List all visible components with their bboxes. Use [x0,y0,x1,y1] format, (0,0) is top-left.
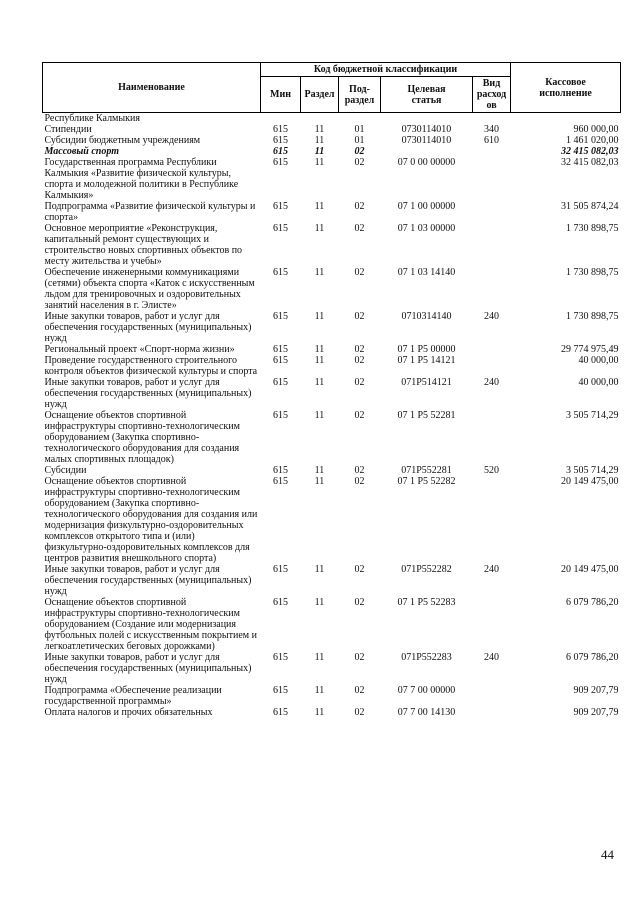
budget-table [42,62,621,718]
table-row [43,267,621,311]
cell-podrazdel: 02 [354,355,365,366]
cell-vid: 520 [484,465,500,476]
cell-razdel: 11 [314,124,325,135]
cell-min: 615 [273,465,288,476]
cell-vid: 340 [484,124,500,135]
cell-razdel: 11 [314,597,325,608]
cell-sum: 29 774 975,49 [561,344,619,355]
cell-min: 615 [273,344,288,355]
cell-name: Обеспечение инженерными коммуникациями (сетями) объекта спорта «Каток с искусственным льдом для тренировочных и оздоровительных занятий населения в г. Элисте» [44,267,255,311]
cell-name: Иные закупки товаров, работ и услуг для обеспечения государственных (муниципальных) нужд [44,652,252,685]
table-row [43,465,621,476]
cell-name: Государственная программа Республики Калмыкия «Развитие физической культуры, спорта и молодежной политики в Республике Калмыкия» [44,157,239,201]
cell-name: Основное мероприятие «Реконструкция, капитальный ремонт существующих и строительство новых спортивных объектов по месту жительства и учебы» [44,223,243,267]
cell-min: 615 [273,135,288,146]
table-row [43,564,621,597]
table-row [43,157,621,201]
table-row [43,597,621,652]
cell-podrazdel: 02 [354,564,365,575]
cell-min: 615 [273,201,288,212]
cell-sum: 40 000,00 [578,377,619,388]
cell-razdel: 11 [314,201,325,212]
cell-name: Оснащение объектов спортивной инфраструктуры спортивно-технологическим оборудованием (Создание или модернизация футбольных полей с искусственным покрытием и легкоатлетических беговых дорожками) [44,597,257,652]
cell-sum [511,113,621,125]
cell-podrazdel: 02 [354,476,365,487]
cell-name: Оснащение объектов спортивной инфраструктуры спортивно-технологическим оборудованием (Закупка спортивно-технологического оборудования для создания или модернизация физкультурно-оздоровительных комплексов открытого типа и (или) физкультурно-оздоровительных комплексов для центров развития внешкольного спорта) [44,476,258,564]
cell-sum: 31 505 874,24 [561,201,619,212]
cell-celevaya: 07 1 00 00000 [397,201,456,212]
cell-vid: 240 [484,311,500,322]
cell-sum: 1 730 898,75 [566,223,619,234]
cell-min: 615 [273,476,288,487]
cell-min: 615 [273,267,288,278]
cell-name: Подпрограмма «Обеспечение реализации государственной программы» [44,685,222,707]
cell-min: 615 [273,311,288,322]
header-name: Наименование [43,63,261,113]
cell-sum: 20 149 475,00 [561,476,619,487]
header-podrazdel: Под- раздел [339,77,381,113]
header-kassovoe: Кассовое исполнение [511,63,621,113]
header-vid: Вид расход ов [473,77,511,113]
cell-vid: 240 [484,652,500,663]
table-row [43,223,621,267]
cell-celevaya: 07 1 Р5 14121 [397,355,456,366]
cell-sum: 40 000,00 [578,355,619,366]
cell-razdel: 11 [314,476,325,487]
cell-min: 615 [273,157,288,168]
cell-podrazdel [339,113,381,125]
cell-sum: 6 079 786,20 [566,652,619,663]
cell-razdel: 11 [314,377,325,388]
cell-razdel: 11 [314,410,325,421]
table-body [43,113,621,719]
cell-celevaya: 071Р514121 [401,377,452,388]
cell-vid [473,113,511,125]
cell-min: 615 [273,707,288,718]
cell-podrazdel: 02 [354,685,365,696]
cell-razdel: 11 [314,564,325,575]
cell-vid: 240 [484,377,500,388]
cell-sum: 909 207,79 [573,685,619,696]
table-row [43,201,621,223]
cell-razdel: 11 [314,685,325,696]
cell-min: 615 [273,223,288,234]
cell-sum: 909 207,79 [573,707,619,718]
cell-name: Субсидии [44,465,87,476]
table-row [43,707,621,718]
cell-razdel: 11 [314,146,325,157]
cell-celevaya: 07 1 Р5 52283 [397,597,456,608]
cell-celevaya: 07 1 Р5 00000 [397,344,456,355]
table-row [43,344,621,355]
table-row [43,476,621,564]
cell-min [261,113,301,125]
cell-name: Республике Калмыкия [44,113,140,124]
cell-celevaya: 0710314140 [401,311,452,322]
cell-podrazdel: 02 [354,223,365,234]
cell-vid [473,157,511,201]
cell-sum: 6 079 786,20 [566,597,619,608]
cell-razdel: 11 [314,135,325,146]
cell-podrazdel: 02 [354,652,365,663]
table-row [43,124,621,135]
cell-min: 615 [273,410,288,421]
cell-celevaya: 07 0 00 00000 [397,157,456,168]
cell-razdel: 11 [314,223,325,234]
cell-celevaya [381,146,473,157]
header-celevaya: Целевая статья [381,77,473,113]
cell-min: 615 [273,685,288,696]
cell-min: 615 [273,597,288,608]
cell-min: 615 [273,377,288,388]
cell-podrazdel: 02 [354,344,365,355]
cell-name: Оснащение объектов спортивной инфраструктуры спортивно-технологическим оборудованием (Закупка спортивно-технологического оборудования для создания малых спортивных площадок) [44,410,240,465]
cell-vid [473,597,511,652]
cell-vid [473,267,511,311]
cell-vid [473,707,511,718]
cell-razdel: 11 [314,355,325,366]
cell-name: Массовый спорт [44,146,119,157]
header-classification-group: Код бюджетной классификации [261,63,511,77]
table-row [43,355,621,377]
cell-celevaya: 07 7 00 14130 [397,707,456,718]
cell-celevaya: 0730114010 [401,124,452,135]
cell-podrazdel: 02 [354,157,365,168]
header-razdel: Раздел [301,77,339,113]
cell-min: 615 [273,355,288,366]
table-row [43,377,621,410]
cell-name: Иные закупки товаров, работ и услуг для обеспечения государственных (муниципальных) нужд [44,564,252,597]
cell-name: Региональный проект «Спорт-норма жизни» [44,344,235,355]
cell-celevaya: 07 1 03 14140 [397,267,456,278]
cell-name: Оплата налогов и прочих обязательных [44,707,213,718]
table-row [43,311,621,344]
cell-sum: 1 730 898,75 [566,311,619,322]
cell-podrazdel: 02 [354,465,365,476]
cell-celevaya: 07 1 Р5 52281 [397,410,456,421]
cell-sum: 3 505 714,29 [566,465,619,476]
cell-min: 615 [273,564,288,575]
cell-podrazdel: 02 [354,201,365,212]
cell-celevaya: 071Р552283 [401,652,452,663]
cell-razdel: 11 [314,267,325,278]
cell-celevaya: 07 7 00 00000 [397,685,456,696]
cell-podrazdel: 02 [354,597,365,608]
cell-sum: 32 415 082,03 [561,146,619,157]
page-number: 44 [601,847,614,862]
cell-razdel: 11 [314,157,325,168]
cell-razdel: 11 [314,344,325,355]
table-row [43,146,621,157]
cell-vid: 240 [484,564,500,575]
cell-podrazdel: 02 [354,707,365,718]
cell-name: Проведение государственного строительного контроля объектов физической культуры и спорта [44,355,258,377]
cell-razdel: 11 [314,465,325,476]
cell-name: Подпрограмма «Развитие физической культуры и спорта» [44,201,256,223]
cell-celevaya: 071Р552282 [401,564,452,575]
cell-min: 615 [273,146,288,157]
table-row [43,652,621,685]
cell-celevaya [381,113,473,125]
cell-vid [473,476,511,564]
cell-sum: 20 149 475,00 [561,564,619,575]
cell-vid [473,344,511,355]
cell-vid [473,355,511,377]
cell-razdel: 11 [314,311,325,322]
cell-podrazdel: 02 [354,146,365,157]
cell-sum: 32 415 082,03 [561,157,619,168]
table-row [43,410,621,465]
cell-podrazdel: 02 [354,267,365,278]
table-row [43,685,621,707]
cell-vid [473,201,511,223]
cell-name: Иные закупки товаров, работ и услуг для обеспечения государственных (муниципальных) нужд [44,377,252,410]
cell-min: 615 [273,652,288,663]
cell-razdel: 11 [314,707,325,718]
cell-celevaya: 071Р552281 [401,465,452,476]
table-row [43,113,621,125]
cell-name: Иные закупки товаров, работ и услуг для обеспечения государственных (муниципальных) нужд [44,311,252,344]
cell-vid [473,146,511,157]
cell-name: Стипендии [44,124,92,135]
cell-podrazdel: 02 [354,377,365,388]
cell-sum: 1 461 020,00 [566,135,619,146]
cell-podrazdel: 01 [354,124,365,135]
cell-podrazdel: 02 [354,311,365,322]
cell-vid [473,410,511,465]
cell-vid [473,685,511,707]
cell-razdel: 11 [314,652,325,663]
cell-name: Субсидии бюджетным учреждениям [44,135,201,146]
cell-vid [473,223,511,267]
cell-celevaya: 0730114010 [401,135,452,146]
table-header [43,63,621,113]
cell-sum: 1 730 898,75 [566,267,619,278]
table-row [43,135,621,146]
cell-vid: 610 [484,135,500,146]
cell-min: 615 [273,124,288,135]
header-min: Мин [261,77,301,113]
cell-podrazdel: 02 [354,410,365,421]
cell-sum: 960 000,00 [573,124,619,135]
cell-celevaya: 07 1 03 00000 [397,223,456,234]
cell-celevaya: 07 1 Р5 52282 [397,476,456,487]
cell-sum: 3 505 714,29 [566,410,619,421]
cell-podrazdel: 01 [354,135,365,146]
cell-razdel [301,113,339,125]
